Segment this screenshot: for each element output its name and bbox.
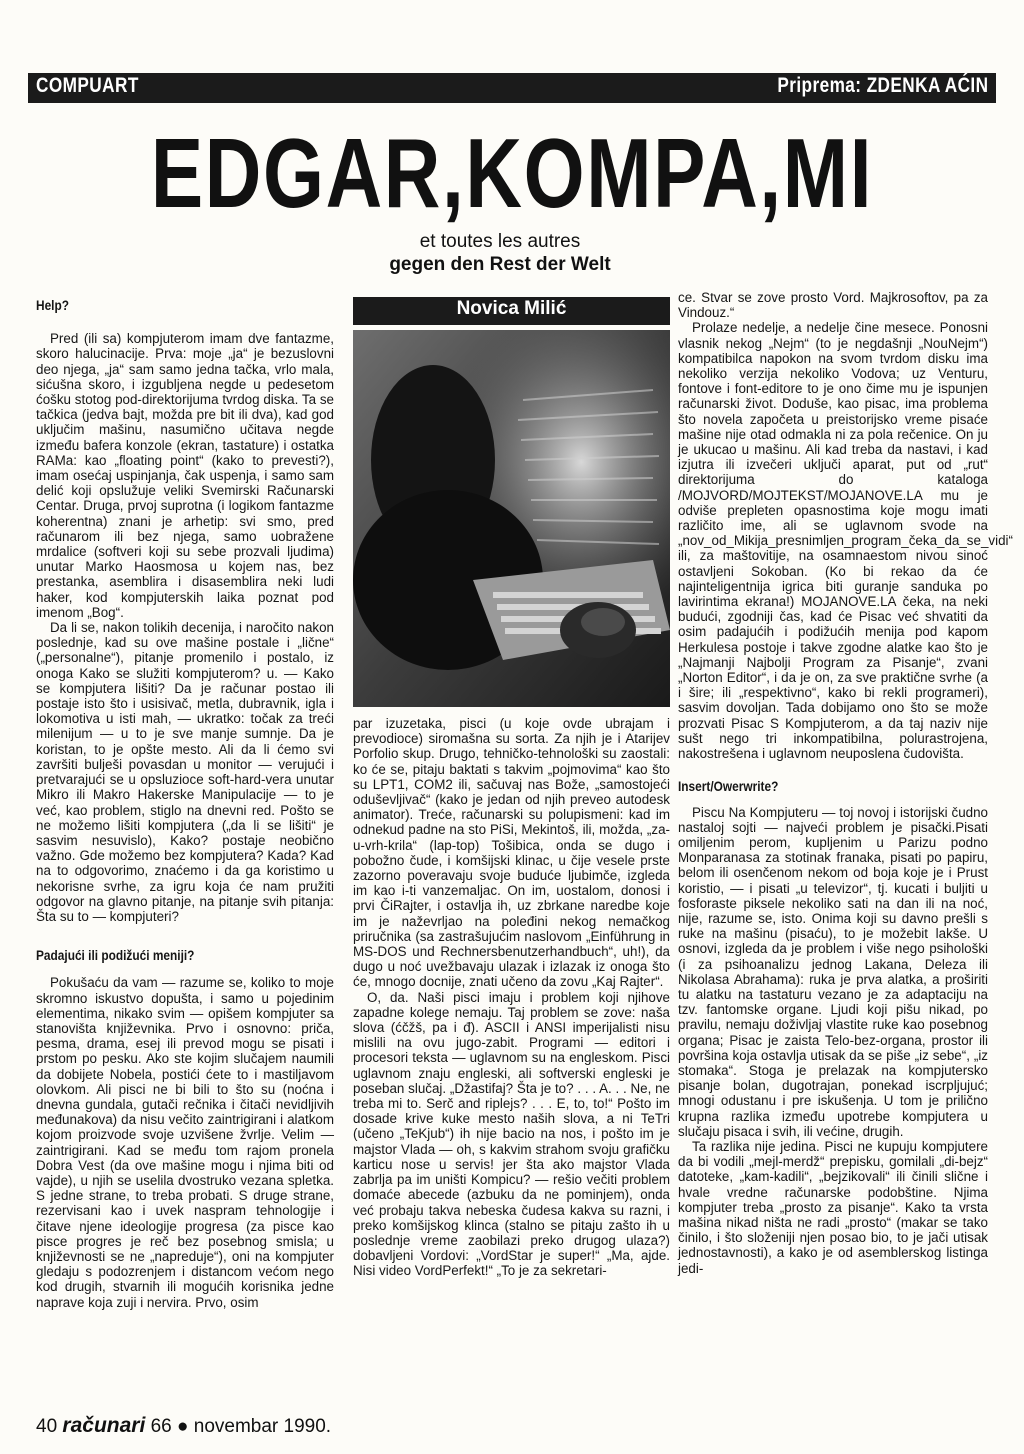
article-subtitle bbox=[330, 230, 670, 276]
photo-person-at-computer bbox=[353, 330, 670, 707]
paragraph: par izuzetaka, pisci (u koje ovde ubrajam i prevodioce) siromašna su sorta. Za njih je i Atarijev Porfolio skup. Drugo, tehničko-tehnološki su zaostali: ko će se, pitaju baktati s takvim „pojmovima“ kao što su LPT1, COM2 ili, sačuvaj nas Bože, „samostojeći oduševljivač“ (kako je jedan od njih preveo autodesk animator). Treće, računarski su polupismeni: kad im odnekud padne na sto PiSi, Mekintoš, ili, možda, „za-u-vrh-krila“ (lap-top) Tošibica, onda se dugo i pobožno čude, i komšijski klinac, u čije vesele prste zazorno poveravaju svoje buduće ljubimče, izgleda im kao i-ti vanzemaljac. On im, uostalom, donosi i prvi ČiRajter, i ostavlja ih, uz zbrkane naredbe koje im je naževrljao na poleđini nekog nemačkog priručnika (sa zastrašujućim naslovom „Einführung in MS-DOS und Rechnersbenutzerhandbuch“, uh!), da dugo u noć uvežbavaju ulazak i izlazak iz onoga što će, mnogo docnije, znati učeno da zovu „Kaj Rajter“. bbox=[353, 716, 670, 990]
column-1 bbox=[36, 298, 334, 1310]
paragraph: Da li se, nakon tolikih decenija, i naročito nakon poslednje, kad su ove mašine postale i „lične“ („personalne“), pitanje promenilo i postalo, iz onoga Kako se služiti kompjuterom? u. — Kako se kompjutera lišiti? Da je računar postao ili postaje isto što i usisivač, metla, dubravnik, igla i lokomotiva u isti mah, — ukratko: točak za treći milenijum — u to je sve manje sumnje. Da je koristan, to je opšte mesto. Ali da li ćemo svi završiti bulješi povasdan u monitor — verujući i pretvarajući se u opsluzioce soft-hard-vera unutar Mikro ili Makro Hakerske Manipulacije — to je već, kao problem, stiglo na dnevni red. Pošto se ne možemo lišiti kompjutera („da li se lišiti“ je sasvim nesuvislo), Kako? postaje neobično važno. Gde možemo bez kompjutera? Kada? Kad na to odgovorimo, znaćemo i da ga koristimo u nekorisne svrhe, za igru koja će nam pružiti odgovor na glavno pitanje, na pitanje svih pitanja: Šta su to — kompjuteri? bbox=[36, 620, 334, 924]
editor-credit: Priprema: ZDENKA AĆIN bbox=[776, 74, 988, 97]
paragraph: Piscu Na Kompjuteru — toj novoj i istorijski čudno nastaloj sojti — najveći problem je pisački.Pisati omiljenim perom, kupljenim u Parizu podno Monparanasa za stotinak franaka, pisati po papiru, belom ili osenčenom nekom od boja koje je i Prust koristio, — i pisati „u televizor“, tj. kucati i buljiti u fosforaste piksele nekoliko sati na dan ili na noć, nije, razume se, isto. Onima koji su davno prešli s ruke na mašinu (pisaću), to je možebit lakše. U osnovi, izgleda da je problem i više nego psihološki (i za psihoanalizu jednog Lakana, Deleza ili Nikolasa Abrahama): ruka je prva alatka, a proširiti tu alatku na tastaturu vezano je za adaptaciju na tzv. fantomske organe. Ljudi koji pišu nikad, po pravilu, nemaju doživljaj vlastite ruke kao posebnog organa; Pisac je zaista Telo-bez-organa, prostor ili površina koja ostavlja utisak da se piše „iz sebe“, „iz stomaka“. Stoga je prelazak na kompjutersko pisanje bolan, dugotrajan, ponekad iscrpljujuć; mnogi odustanu i pre iskušenja. U tom je prilično krupna razlika između upotrebe kompjutera u slučaju pisaca i svih, ili većine, drugih. bbox=[678, 804, 988, 1139]
column-3 bbox=[678, 290, 1013, 1276]
page-footer bbox=[36, 1414, 331, 1438]
page-number: 40 bbox=[36, 1416, 58, 1437]
bullet-separator: ● bbox=[177, 1416, 189, 1437]
paragraph: Prolaze nedelje, a nedelje čine mesece. Ponosni vlasnik nekog „Nejm“ (to je negdašnji „NouNejm“) kompatibilca napokon na svom tvrdom disku ima nekoliko verzija nekoliko Vodova; uz Venturu, fontove i font-editore to je ono čime mu je ispunjen računarski život. Doduše, kao pisac, ima problema što novela započeta u preistorijsko vreme pisaće mašine nije otad odmakla ni za pola rečenice. On ju je ukucao u mašinu. Ali kad treba da nastavi, i kad izjutra ili izvečeri uključi aparat, put od „rut“ direktorijuma do kataloga /MOJVORD/MOJTEKST/MOJANOVE.LA mu je odviše prepleten opasnostima koje mogu imati različito ime, ali se uglavnom svode na „nov_od_Mikija_presnimljen_program_čeka_da_se_vidi“ ili, za maštovitije, na osamnaestom nivou sinoć ostavljeni Sokoban. (Ko bi rekao da će najinteligentnija igrica biti guranje sanduka po lavirintima ekrana!) MOJANOVE.LA čeka, na neki budući, zgodniji čas, kad će Pisac već shvatiti da osim padajućih i podižućih menija pod kapom Herkulesa postoje i takve zgodne alatke kao što je „Najmanji Najbolji Program za Pisanje“, zvani „Norton Editor“, i da je on, za sve praktične svrhe (a i šire; ili „respektivno“, kako bi rekli programeri), sasvim dovoljan. Tada dobijamo ono što se može prozvati Pisac S Kompjuterom, a da taj naziv nije sušt nego tri inkompatibilna, polurastrojena, nakostrešena i uglavnom neuposlena čudovišta. bbox=[678, 320, 1013, 762]
section-heading-menus: Padajući ili podižući meniji? bbox=[36, 948, 195, 964]
section-heading-help: Help? bbox=[36, 298, 70, 313]
subtitle-line-1: et toutes les autres bbox=[419, 231, 581, 252]
section-label: COMPUART bbox=[36, 74, 139, 97]
issue-number: 66 bbox=[150, 1416, 172, 1437]
author-name: Novica Milić bbox=[456, 298, 567, 319]
column-2 bbox=[353, 716, 670, 1279]
subtitle-line-2: gegen den Rest der Welt bbox=[389, 254, 611, 275]
magazine-name: računari bbox=[62, 1414, 146, 1437]
issue-date: novembar 1990. bbox=[193, 1416, 332, 1437]
paragraph: Pred (ili sa) kompjuterom imam dve fantazme, skoro halucinacije. Prva: moje „ja“ je bezuslovni deo njega, „ja“ sam samo jedna tačka, vrlo mala, sićušna skoro, i izgubljena negde u pedesetom ćošku stotog pod-direktorijuma tvrdog diska. Ta se tačkica (jedva bajt, možda pre bit ili dva), kad god uključim mašinu, nasumično učitava negde između bafera konzole (ekran, tastature) i ostatka RAMa: kao „floating point“ (kako to prevesti?), imam osećaj uspinjanja, čak uspenja, i samo sam delić koji opslužuje veliki Svemirski Računarski Centar. Druga, prvoj suprotna (i logikom fantazme koherentna) znani je arhetip: svi smo, pred računarom ili bez njega, samo uobražene mrdalice (softveri koji su sebe prozvali ljudima) unutar Marko Haosmosa u kojem nas, bez prestanka, asemblira i disasemblira neki ludi haker, kod kompjuterskih laika poznat pod imenom „Bog“. bbox=[36, 331, 334, 620]
article-title: EDGAR,KOMPA,MI bbox=[150, 118, 874, 228]
section-heading-insert: Insert/Owerwrite? bbox=[678, 779, 779, 795]
paragraph: Ta razlika nije jedina. Pisci ne kupuju kompjutere da bi vodili „mejl-merdž“ prepisku, gomilali „di-bejz“ datoteke, „kam-kadili“, „bejzikovali“ ili činili slične i hvale vredne računarske podobštine. Njima kompjuter treba „prosto za pisanje“. Kako ta vrsta mašina nikad ništa ne radi „prosto“ (makar se tako činilo, i što složeniji njen posao bio, to je jači utisak jednostavnosti), a kako je od asemblerskog listinga jedi- bbox=[678, 1138, 988, 1276]
paragraph: Pokušaću da vam — razume se, koliko to moje skromno iskustvo dopušta, i samo u pojedinim elementima, nikako svim — opišem kompjuter sa stanovišta književnika. Prvo i osnovno: priča, pesma, drama, esej ili prevod mogu se pisati i prstom po pesku. Ako ste kojim slučajem naumili da dobijete Nobela, postići ćete to i mastiljavom olovkom. Ali pisci ne bi bili to što su (noćna i dnevna gundala, gutači rečnika i čitači nevidljivih međunakova) da nisu večito zaintrigirani i alatkom kojom proizvode svoje uzvišene žvrlje. Velim — zaintrigirani. Kad se među tom rajom pronela Dobra Vest (da ove mašine mogu i njima biti od vajde), u njih se uselila dvostruko vezana spletka. S jedne strane, to treba probati. S druge strane, rezervisani kao i uvek naspram tehnologije i čitave njene ideologije progresa (za pisce kao pisce progres je reč bez posebnog smisla; u književnosti se ne „napreduje“), oni na kompjuter gledaju s podozrenjem i distancom većom nego kod drugih, stvarnih ili mogućih korisnika jedne naprave koja zuji i nervira. Prvo, osim bbox=[36, 975, 334, 1310]
paragraph: O, da. Naši pisci imaju i problem koji njihove zapadne kolege nemaju. Taj problem se zove: naša slova (ćčžš, pa i đ). ASCII i ANSI imperijalisti nisu mislili na ovu jugo-zabit. Programi — editori i procesori teksta — uglavnom su na engleskom. Pisci uglavnom znaju engleski, ali softverski engleski je poseban slučaj. „Džastifaj? Šta je to? . . . A. . . Ne, ne treba mi to. Serč and riplejs? . . . E, to, to!“ Pošto im dosade krive kuke mesto naših slova, a ni TeTri (učeno „TeKjub“) ih nije bacio na nos, i pošto im je majstor Vlada — oh, s kakvim strahom svoju grafičku karticu nose u servis! jer šta ako majstor Vlada zabrlja pa im uništi Kompicu? — rešio večiti problem domaće abecede (azbuku da ne pominjem), onda već probaju takva nebeska čudesa kakva su razni, i preko komšijskog klinca (stalno se pitaju zašto ih u poslednje vreme zaobilazi preko drugog ulaza?) dobavljeni Vordovi: „VordStar je super!“ „Ma, ajde. Nisi video VordPerfekt!“ „To je za sekretari- bbox=[353, 989, 670, 1279]
paragraph: ce. Stvar se zove prosto Vord. Majkrosoftov, pa za Vindouz.“ bbox=[678, 290, 988, 321]
